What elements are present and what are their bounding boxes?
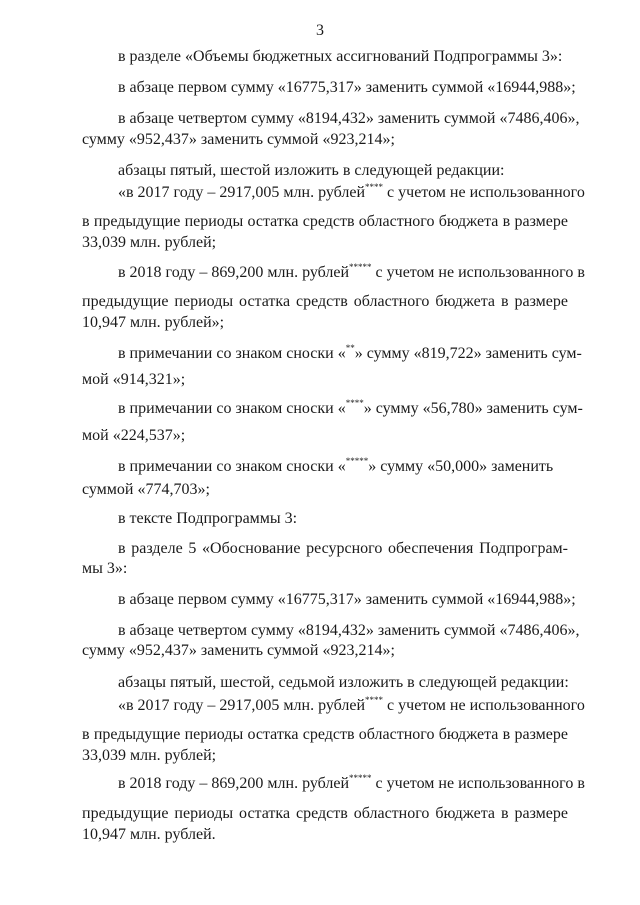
paragraph-line: 10,947 млн. рублей. xyxy=(82,826,216,843)
paragraph-line: предыдущие периоды остатка средств областного бюджета в размере xyxy=(82,293,568,310)
paragraph-line: в 2018 году – 869,200 млн. рублей***** с учетом не использованного в xyxy=(118,773,585,792)
paragraph-line: 33,039 млн. рублей; xyxy=(82,747,217,764)
paragraph-line: мой «224,537»; xyxy=(82,427,186,444)
paragraph-line: 33,039 млн. рублей; xyxy=(82,234,217,251)
footnote-mark: **** xyxy=(345,398,364,408)
paragraph-line: в абзаце четвертом сумму «8194,432» заменить суммой «7486,406», xyxy=(118,110,580,127)
footnote-mark: **** xyxy=(365,182,384,192)
footnote-mark: ***** xyxy=(349,773,372,783)
footnote-mark: ***** xyxy=(345,456,369,466)
paragraph-line: абзацы пятый, шестой, седьмой изложить в следующей редакции: xyxy=(118,674,569,691)
paragraph-line: «в 2017 году – 2917,005 млн. рублей**** с учетом не использованного xyxy=(118,695,585,714)
paragraph-line: сумму «952,437» заменить суммой «923,214»; xyxy=(82,642,395,659)
paragraph-line: предыдущие периоды остатка средств областного бюджета в размере xyxy=(82,805,568,822)
paragraph-line: «в 2017 году – 2917,005 млн. рублей**** с учетом не использованного xyxy=(118,182,585,201)
paragraph-line: суммой «774,703»; xyxy=(82,481,210,498)
paragraph-line: мы 3»: xyxy=(82,560,128,577)
paragraph-line: абзацы пятый, шестой изложить в следующей редакции: xyxy=(118,162,505,179)
paragraph-line: сумму «952,437» заменить суммой «923,214»; xyxy=(82,131,395,148)
paragraph-line: в разделе 5 «Обоснование ресурсного обеспечения Подпрограм- xyxy=(118,540,568,557)
paragraph-line: в абзаце первом сумму «16775,317» заменить суммой «16944,988»; xyxy=(118,591,576,608)
paragraph-line: в 2018 году – 869,200 млн. рублей***** с учетом не использованного в xyxy=(118,262,585,281)
paragraph-line: мой «914,321»; xyxy=(82,371,186,388)
paragraph-line: в примечании со знаком сноски «****» сумму «56,780» заменить сум- xyxy=(118,398,583,417)
paragraph-line: 10,947 млн. рублей»; xyxy=(82,314,225,331)
paragraph-line: в предыдущие периоды остатка средств областного бюджета в размере xyxy=(82,726,568,743)
paragraph-line: в абзаце первом сумму «16775,317» заменить суммой «16944,988»; xyxy=(118,79,576,96)
paragraph-line: в предыдущие периоды остатка средств областного бюджета в размере xyxy=(82,213,568,230)
paragraph-line: в тексте Подпрограммы 3: xyxy=(118,510,298,527)
paragraph-line: в примечании со знаком сноски «*****» сумму «50,000» заменить xyxy=(118,456,554,475)
page-number: 3 xyxy=(316,22,324,39)
paragraph-line: в примечании со знаком сноски «**» сумму «819,722» заменить сум- xyxy=(118,343,582,362)
footnote-mark: ** xyxy=(345,343,355,353)
footnote-mark: ***** xyxy=(349,262,372,272)
footnote-mark: **** xyxy=(365,695,384,705)
paragraph-line: в разделе «Объемы бюджетных ассигнований Подпрограммы 3»: xyxy=(118,48,563,65)
paragraph-line: в абзаце четвертом сумму «8194,432» заменить суммой «7486,406», xyxy=(118,622,580,639)
